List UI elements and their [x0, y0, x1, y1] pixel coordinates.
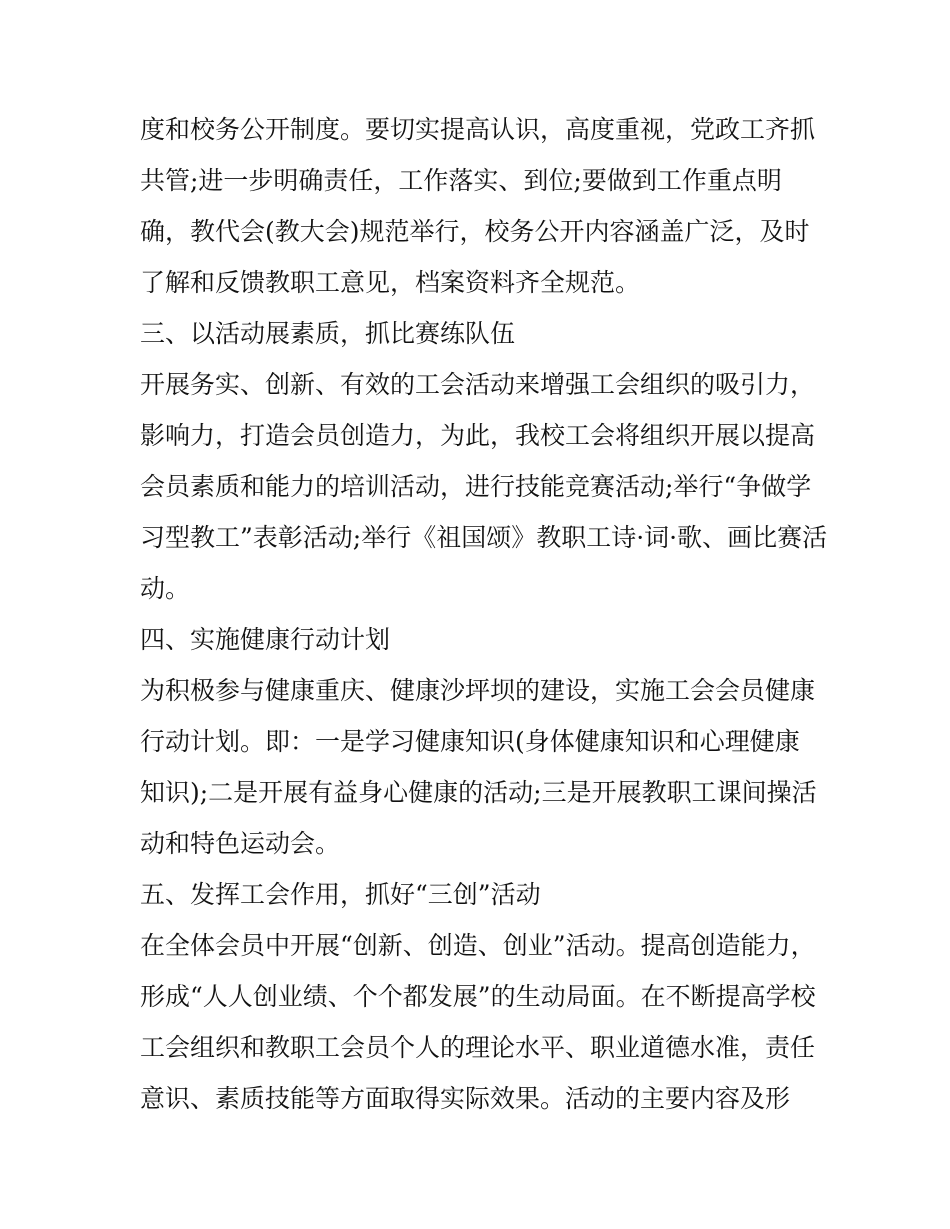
paragraph-line: 确，教代会(教大会)规范举行，校务公开内容涵盖广泛，及时	[140, 217, 810, 246]
paragraph-line: 动。	[140, 574, 191, 603]
section-heading: 三、以活动展素质，抓比赛练队伍	[140, 319, 516, 348]
paragraph-line: 习型教工”表彰活动;举行《祖国颂》教职工诗·词·歌、画比赛活	[140, 523, 828, 552]
paragraph-line: 动和特色运动会。	[140, 829, 341, 858]
paragraph-line: 意识、素质技能等方面取得实际效果。活动的主要内容及形	[140, 1084, 791, 1113]
section-heading: 五、发挥工会作用，抓好“三创”活动	[140, 880, 541, 909]
paragraph-line: 工会组织和教职工会员个人的理论水平、职业道德水准，责任	[140, 1033, 816, 1062]
paragraph-line: 度和校务公开制度。要切实提高认识，高度重视，党政工齐抓	[140, 115, 816, 144]
paragraph-line: 共管;进一步明确责任，工作落实、到位;要做到工作重点明	[140, 166, 782, 195]
paragraph-line: 在全体会员中开展“创新、创造、创业”活动。提高创造能力，	[140, 931, 816, 960]
section-heading: 四、实施健康行动计划	[140, 625, 391, 654]
paragraph-line: 开展务实、创新、有效的工会活动来增强工会组织的吸引力，	[140, 370, 816, 399]
paragraph-line: 行动计划。即：一是学习健康知识(身体健康知识和心理健康	[140, 727, 800, 756]
paragraph-line: 形成“人人创业绩、个个都发展”的生动局面。在不断提高学校	[140, 982, 816, 1011]
paragraph-line: 会员素质和能力的培训活动，进行技能竞赛活动;举行“争做学	[140, 472, 812, 501]
document-body	[140, 104, 828, 1124]
paragraph-line: 为积极参与健康重庆、健康沙坪坝的建设，实施工会会员健康	[140, 676, 816, 705]
paragraph-line: 了解和反馈教职工意见，档案资料齐全规范。	[140, 268, 641, 297]
paragraph-line: 影响力，打造会员创造力，为此，我校工会将组织开展以提高	[140, 421, 816, 450]
paragraph-line: 知识);二是开展有益身心健康的活动;三是开展教职工课间操活	[140, 778, 817, 807]
